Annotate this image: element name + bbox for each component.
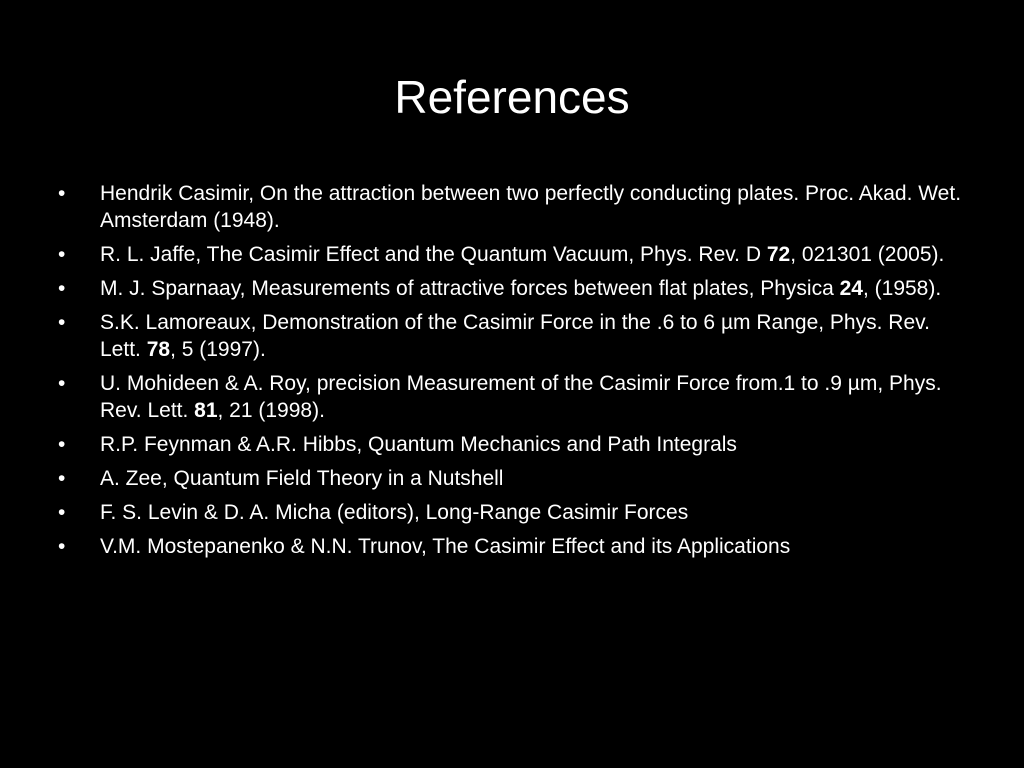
references-list — [52, 180, 972, 567]
reference-text-tail: , 021301 (2005). — [790, 243, 945, 266]
bullet-icon: • — [58, 243, 66, 266]
bullet-icon: • — [58, 501, 66, 524]
reference-item — [52, 499, 972, 526]
reference-item — [52, 465, 972, 492]
reference-text: R.P. Feynman & A.R. Hibbs, Quantum Mechanics and Path Integrals — [100, 433, 737, 456]
reference-volume: 24 — [839, 277, 863, 300]
reference-volume: 81 — [194, 399, 218, 422]
reference-text: F. S. Levin & D. A. Micha (editors), Long-Range Casimir Forces — [100, 501, 689, 524]
reference-volume: 78 — [146, 338, 171, 361]
reference-text-tail: , 21 (1998). — [217, 399, 325, 422]
reference-text: V.M. Mostepanenko & N.N. Trunov, The Casimir Effect and its Applications — [100, 535, 791, 558]
slide-title: References — [394, 71, 630, 123]
bullet-icon: • — [58, 535, 66, 558]
bullet-icon: • — [58, 433, 66, 456]
bullet-icon: • — [58, 311, 66, 334]
reference-text-tail: , 5 (1997). — [170, 338, 266, 361]
bullet-icon: • — [58, 372, 66, 395]
bullet-icon: • — [58, 182, 66, 205]
reference-item — [52, 431, 972, 458]
bullet-icon: • — [58, 467, 66, 490]
reference-text: Hendrik Casimir, On the attraction between two perfectly conducting plates. Proc. Akad. Wet. Amsterdam (1948). — [100, 182, 962, 232]
reference-item — [52, 275, 972, 302]
reference-item — [52, 309, 972, 363]
reference-item — [52, 180, 972, 234]
reference-volume: 72 — [766, 243, 791, 266]
reference-text: S.K. Lamoreaux, Demonstration of the Casimir Force in the .6 to 6 µm Range, Phys. Rev. Lett. — [100, 311, 930, 361]
reference-text: A. Zee, Quantum Field Theory in a Nutshell — [100, 467, 504, 490]
reference-text: U. Mohideen & A. Roy, precision Measurement of the Casimir Force from.1 to .9 µm, Phys. Rev. Lett. — [100, 372, 942, 422]
reference-item — [52, 533, 972, 560]
reference-text-tail: , (1958). — [862, 277, 942, 300]
reference-item — [52, 370, 972, 424]
reference-text: M. J. Sparnaay, Measurements of attractive forces between flat plates, Physica — [100, 277, 840, 300]
reference-item — [52, 241, 972, 268]
bullet-icon: • — [58, 277, 66, 300]
reference-text: R. L. Jaffe, The Casimir Effect and the Quantum Vacuum, Phys. Rev. D — [100, 243, 767, 266]
